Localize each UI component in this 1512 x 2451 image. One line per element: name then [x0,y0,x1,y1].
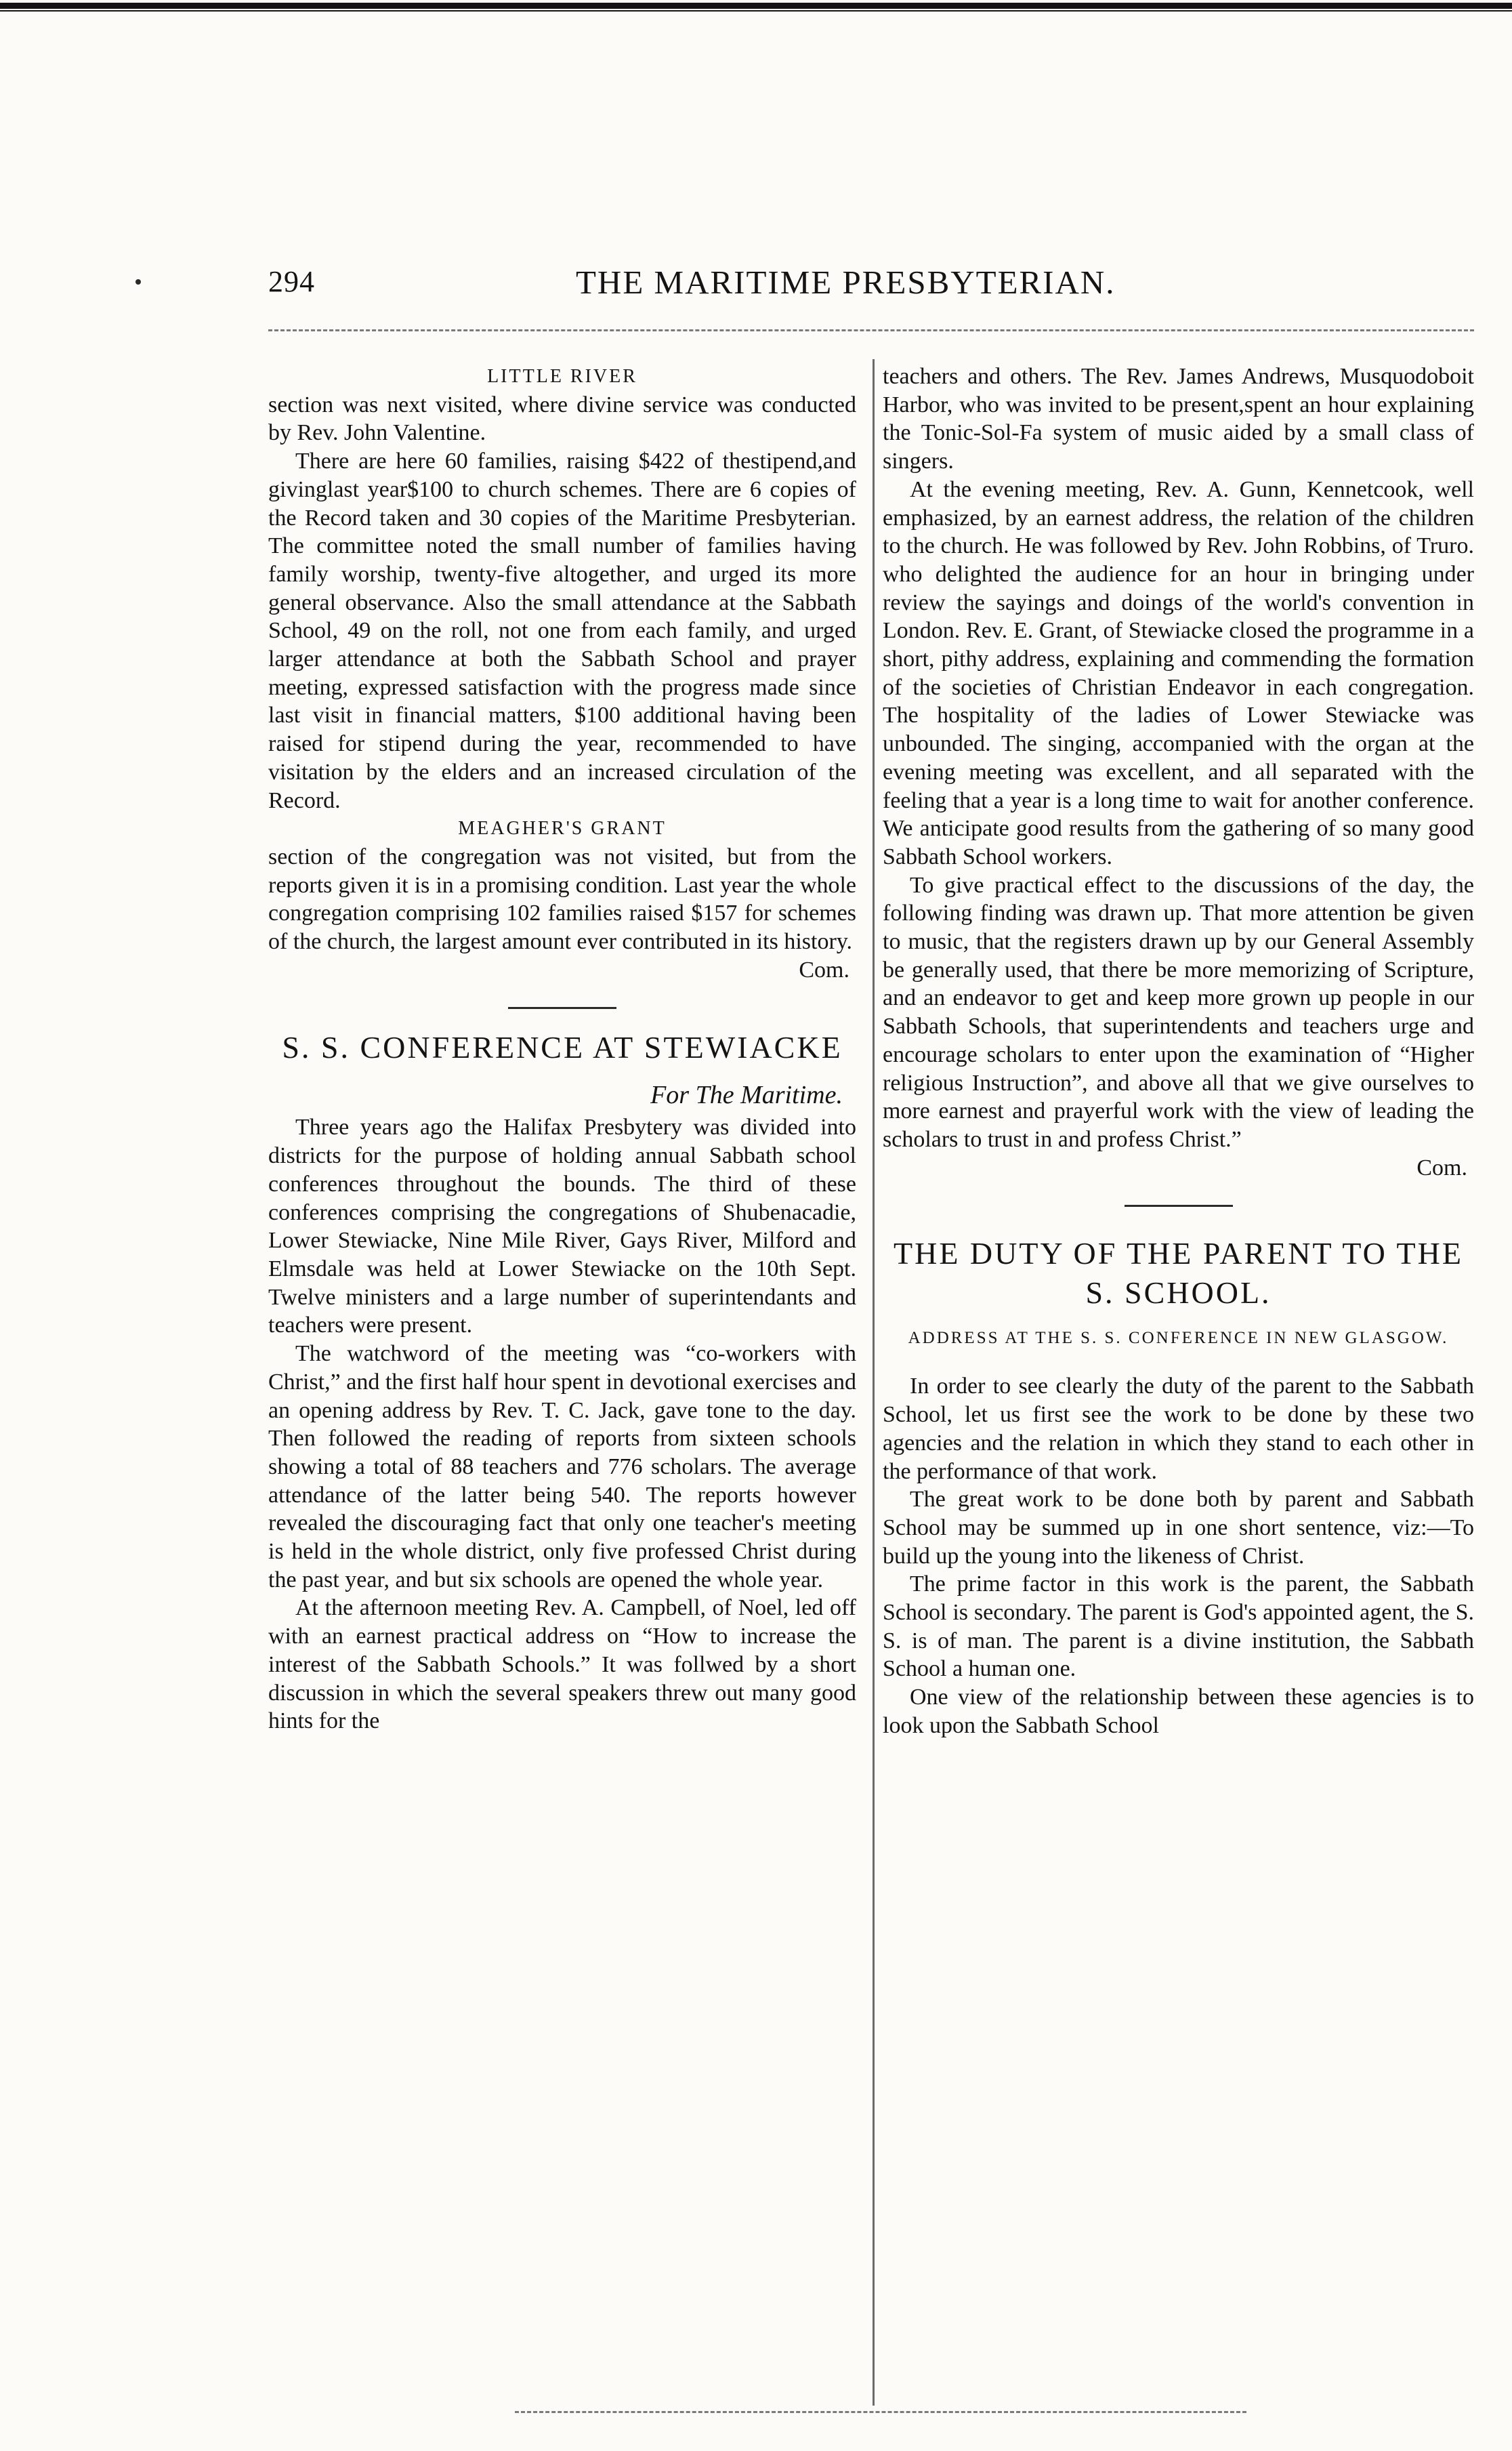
section-divider [508,1007,616,1009]
article-title: S. S. CONFERENCE AT STEWIACKE [282,1030,843,1065]
section-divider [1125,1205,1233,1207]
paragraph: There are here 60 families, raising $422 of thestipend,and givinglast year$100 to church schemes. There are 6 copies of the Record taken and 30 copies of the Maritime Presbyterian. The committee noted the small number of families having family worship, twenty-five altogether, and urged its more general observance. Also the small attendance at the Sabbath School, 49 on the roll, not one from each family, and urged larger attendance at both the Sabbath School and prayer meeting, expressed satisfaction with the progress made since last visit in financial matters, $100 additional having been raised for stipend during the year, recommended to have visitation by the elders and an increased circulation of the Record. [268,449,856,813]
footer-rule [515,2411,1246,2413]
paragraph: section of the congregation was not visited, but from the reports given it is in a promising condition. Last year the whole congregation comprising 102 families raised $157 for schemes of the church, the largest amount ever contributed in its history. [268,844,856,955]
subhead-meaghers-grant: MEAGHER'S GRANT [458,818,667,840]
address-subhead: ADDRESS AT THE S. S. CONFERENCE IN NEW GLASGOW. [908,1329,1449,1348]
paragraph: At the afternoon meeting Rev. A. Campbell, of Noel, led off with an earnest practical address on “How to increase the interest of the Sabbath Schools.” It was follwed by a short discussion in which the several speakers threw out many good hints for the [268,1595,856,1734]
article-title: THE DUTY OF THE PARENT TO THE S. SCHOOL. [894,1236,1463,1311]
page-number: 294 [268,265,315,298]
paragraph: The watchword of the meeting was “co-workers with Christ,” and the first half hour spent in devotional exercises and an opening address by Rev. T. C. Jack, gave tone to the day. Then followed the reading of reports from sixteen schools showing a total of 88 teachers and 776 scholars. The average attendance of the latter being 540. The reports however revealed the discouraging fact that only one teacher's meeting is held in the whole district, only five professed Christ during the past year, and but six schools are opened the whole year. [268,1341,856,1592]
paragraph: In order to see clearly the duty of the parent to the Sabbath School, let us first see the work to be done by these two agencies and the relation in which they stand to each other in the performance of that work. [883,1374,1474,1484]
paragraph: section was next visited, where divine service was conducted by Rev. John Valentine. [268,392,856,446]
margin-dot [135,279,141,285]
signature: Com. [799,957,849,983]
paragraph: teachers and others. The Rev. James Andrews, Musquodoboit Harbor, who was invited to be present,spent an hour explaining the Tonic-Sol-Fa system of music aided by a small class of singers. [883,364,1474,474]
header-rule [268,329,1474,331]
paragraph: To give practical effect to the discussions of the day, the following finding was drawn up. That more attention be given to music, that the registers drawn up by our General Assembly be generally used, that there be more memorizing of Scripture, and an endeavor to get and keep more grown up people in our Sabbath Schools, that superintendents and teachers urge and encourage scholars to enter upon the examination of “Higher religious Instruction”, and above all that we give ourselves to more earnest and prayerful work with the view of leading the scholars to trust in and profess Christ.” [883,872,1474,1152]
column-divider [873,359,875,2406]
paragraph: At the evening meeting, Rev. A. Gunn, Kennetcook, well emphasized, by an earnest address, the relation of the children to the church. He was followed by Rev. John Robbins, of Truro. who delighted the audience for an hour in bringing under review the sayings and doings of the world's convention in London. Rev. E. Grant, of Stewiacke closed the programme in a short, pithy address, explaining and commending the formation of the societies of Christian Endeavor in each congregation. The hospitality of the ladies of Lower Stewiacke was unbounded. The singing, accompanied with the organ at the evening meeting was excellent, and all separated with the feeling that a year is a long time to wait for another conference. We anticipate good results from the gathering of so many good Sabbath School workers. [883,476,1474,869]
byline: For The Maritime. [650,1081,843,1110]
top-border-rule [0,3,1512,14]
right-column [883,363,1474,1740]
paragraph: The great work to be done both by parent and Sabbath School may be summed up in one short sentence, viz:—To build up the young into the likeness of Christ. [883,1487,1474,1569]
signature: Com. [1416,1155,1467,1180]
paragraph: One view of the relationship between these agencies is to look upon the Sabbath School [883,1685,1474,1738]
paragraph: Three years ago the Halifax Presbytery was divided into districts for the purpose of holding annual Sabbath school conferences throughout the bounds. The third of these conferences comprising the congregations of Shubenacadie, Lower Stewiacke, Nine Mile River, Gays River, Milford and Elmsdale was held at Lower Stewiacke on the 10th Sept. Twelve ministers and a large number of superintendants and teachers were present. [268,1115,856,1338]
running-title: THE MARITIME PRESBYTERIAN. [576,264,1116,301]
left-column [268,363,856,1735]
subhead-little-river: LITTLE RIVER [487,366,637,387]
paragraph: The prime factor in this work is the parent, the Sabbath School is secondary. The parent is God's appointed agent, the S. S. is of man. The parent is a divine institution, the Sabbath School a human one. [883,1571,1474,1682]
